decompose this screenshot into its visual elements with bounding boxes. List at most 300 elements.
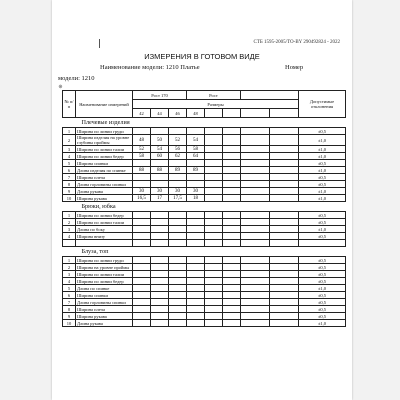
measurement-value [205,174,223,181]
row-number: 3 [63,271,76,278]
measurement-row [63,195,346,202]
measurement-value [223,285,241,292]
measurement-row [63,285,346,292]
measurement-row [63,128,346,135]
measurement-row [63,135,346,146]
measurement-value [205,285,223,292]
measurement-value-extra [241,285,270,292]
tolerance: ±1,0 [299,188,346,195]
measurement-name: Ширина по линии бедер [76,278,133,285]
measurement-value [223,292,241,299]
measurement-value [187,271,205,278]
measurement-value [205,306,223,313]
measurement-value-extra [241,306,270,313]
measurement-value [133,181,151,188]
measurement-value [151,313,169,320]
size-cell: 44 [151,109,169,118]
measurement-value [133,285,151,292]
measurement-row [63,271,346,278]
document-page [52,0,352,400]
row-number: 3 [63,226,76,233]
tolerance: ±0,5 [299,278,346,285]
measurement-value: 30 [187,188,205,195]
measurement-name: Ширина плеча [76,306,133,313]
measurement-row [63,226,346,233]
row-number: 1 [63,212,76,219]
measurement-name: Ширина по линии бедер [76,153,133,160]
measurement-value [151,174,169,181]
measurement-value: 52 [133,146,151,153]
measurement-name: Ширина изделия на уровне глубины проймы [76,135,133,146]
measurement-value-extra [241,160,270,167]
measurement-row [63,174,346,181]
text-cursor-mark [99,39,100,48]
measurement-value [151,181,169,188]
measurement-value [151,233,169,240]
measurement-value [169,264,187,271]
measurement-name: Ширина рукава [76,195,133,202]
measurement-value-extra [270,146,299,153]
measurement-row [63,320,346,327]
measurement-value-extra [241,292,270,299]
row-number: 7 [63,299,76,306]
measurement-value [151,257,169,264]
measurement-value-extra [241,212,270,219]
row-number: 10 [63,320,76,327]
measurement-value-extra [241,240,270,247]
measurement-value [151,226,169,233]
row-number: 4 [63,153,76,160]
measurement-value [133,160,151,167]
measurement-row [63,181,346,188]
measurement-name: Ширина внизу [76,233,133,240]
measurement-value [187,320,205,327]
measurement-value [133,292,151,299]
measurement-value [169,160,187,167]
measurement-value [133,257,151,264]
measurement-value [169,257,187,264]
tolerance: ±0,5 [299,271,346,278]
row-number: 6 [63,292,76,299]
measurement-name: Длина по спинке [76,285,133,292]
measurement-value [205,195,223,202]
measurement-row [63,188,346,195]
measurement-value [223,160,241,167]
measurement-value [133,226,151,233]
model-number: модели: 1210 [58,75,95,82]
measurement-value [223,306,241,313]
measurement-name: Ширина по линии груди [76,257,133,264]
measurement-name: Ширина по линии бедер [76,212,133,219]
tolerance: ±1,0 [299,195,346,202]
measurement-value [169,306,187,313]
measurement-value [169,271,187,278]
measurement-value: 48 [133,135,151,146]
measurement-value [169,233,187,240]
measurement-value-extra [241,174,270,181]
measurement-value [187,240,205,247]
row-number: 4 [63,233,76,240]
measurement-row [63,306,346,313]
measurement-name: Ширина спинки [76,160,133,167]
measurement-value [205,257,223,264]
measurement-value [205,313,223,320]
measurement-row [63,219,346,226]
measurement-value [223,188,241,195]
measurement-value [133,128,151,135]
measurement-value: 18 [187,195,205,202]
measurement-value: 17 [151,195,169,202]
section-title: Плечевые изделия [76,118,346,128]
measurement-value-extra [270,188,299,195]
measurement-value [187,219,205,226]
measurement-value [223,146,241,153]
measurement-value: 58 [133,153,151,160]
measurement-value [151,278,169,285]
model-name: Наименование модели: 1210 Платье [100,64,200,71]
measurement-value: 50 [151,135,169,146]
measurement-value: 88 [151,167,169,174]
row-number: 9 [63,313,76,320]
row-number: 9 [63,188,76,195]
measurement-value [205,167,223,174]
measurement-value [205,219,223,226]
measurement-value: 52 [169,135,187,146]
size-cell-extra [270,109,299,118]
measurement-value [187,128,205,135]
measurement-value [223,313,241,320]
measurement-value-extra [270,278,299,285]
measurement-value [187,299,205,306]
size-cell [223,109,241,118]
tolerance: ±0,5 [299,181,346,188]
measurement-value-extra [270,306,299,313]
measurement-name: Ширина плеча [76,174,133,181]
row-number: 6 [63,167,76,174]
measurement-value-extra [270,174,299,181]
measurement-name: Длина горловины спинки [76,181,133,188]
measurement-value [187,174,205,181]
measurement-name: Ширина по линии талии [76,219,133,226]
measurement-name: Ширина по линии талии [76,271,133,278]
measurement-value [169,299,187,306]
measurement-value-extra [241,320,270,327]
section-spacer [63,118,76,128]
header-tolerance: Допустимые отклонения [299,91,346,118]
measurement-value-extra [241,195,270,202]
measurement-name: Длина горловины спинки [76,299,133,306]
measurement-row [63,292,346,299]
measurement-value [169,240,187,247]
measurement-value-extra [270,135,299,146]
measurement-value-extra [270,226,299,233]
section-header-row [63,118,346,128]
measurement-value [205,226,223,233]
measurement-value [223,226,241,233]
measurement-value [169,292,187,299]
measurement-value: 89 [169,167,187,174]
measurement-value [205,320,223,327]
measurements-table [62,90,346,327]
row-number: 1 [63,128,76,135]
tolerance: ±1,0 [299,320,346,327]
measurement-value [151,271,169,278]
row-number: 4 [63,278,76,285]
measurement-value-extra [270,181,299,188]
measurement-value [205,135,223,146]
measurement-value [151,306,169,313]
tolerance: ±1,0 [299,285,346,292]
measurement-value [169,320,187,327]
measurement-value-extra [241,219,270,226]
measurement-value: 54 [187,135,205,146]
measurement-value [151,212,169,219]
measurement-row [63,257,346,264]
measurement-value [223,128,241,135]
size-cell: 46 [169,109,187,118]
measurement-value [205,146,223,153]
measurement-value [223,240,241,247]
measurement-name: Ширина на уровне проймы [76,264,133,271]
size-cell-extra [241,109,270,118]
measurement-value [223,320,241,327]
measurement-value [151,240,169,247]
section-title: Брюки, юбка [76,202,346,212]
measurement-value [223,135,241,146]
measurement-value [169,181,187,188]
measurement-value [151,128,169,135]
row-number: 5 [63,160,76,167]
measurement-value-extra [270,264,299,271]
measurement-value [205,153,223,160]
measurement-value [169,285,187,292]
tolerance: ±0,5 [299,212,346,219]
row-number: 8 [63,181,76,188]
measurement-value [133,320,151,327]
measurement-value [223,181,241,188]
header-blank [241,91,299,100]
measurement-value [169,128,187,135]
measurement-value-extra [270,292,299,299]
measurement-value-extra [270,212,299,219]
tolerance: ±0,5 [299,292,346,299]
measurement-value-extra [241,233,270,240]
measurement-value [187,233,205,240]
measurement-value [169,219,187,226]
measurement-value-extra [241,278,270,285]
measurement-value-extra [270,320,299,327]
measurement-name: Ширина по линии талии [76,146,133,153]
section-title: Блуза, топ [76,247,346,257]
measurement-value [169,174,187,181]
measurement-value: 30 [133,188,151,195]
measurement-value-extra [270,299,299,306]
measurement-value [223,219,241,226]
measurement-value [151,264,169,271]
section-spacer [63,202,76,212]
measurement-value [187,292,205,299]
measurement-name [76,240,133,247]
size-cell: 48 [187,109,205,118]
measurement-value: 62 [169,153,187,160]
measurement-value [133,264,151,271]
measurement-value [169,313,187,320]
measurement-value-extra [241,128,270,135]
measurement-value-extra [241,264,270,271]
header-height-170: Рост 170 [133,91,187,100]
measurement-value [205,240,223,247]
measurement-value [187,160,205,167]
tolerance: ±0,5 [299,313,346,320]
measurement-value-extra [270,285,299,292]
measurement-value [223,264,241,271]
measurement-value [187,212,205,219]
measurement-name: Ширина по линии груди [76,128,133,135]
measurement-value [187,278,205,285]
measurement-row [63,160,346,167]
size-cell [205,109,223,118]
measurement-value-extra [241,226,270,233]
measurement-value [133,299,151,306]
measurement-row [63,278,346,285]
measurement-value [187,306,205,313]
measurement-row [63,233,346,240]
tolerance: ±0,5 [299,306,346,313]
measurement-value-extra [241,271,270,278]
tolerance: ±1,0 [299,153,346,160]
row-number: 2 [63,219,76,226]
measurement-value [187,313,205,320]
measurement-value [169,278,187,285]
document-title: ИЗМЕРЕНИЯ В ГОТОВОМ ВИДЕ [144,52,260,61]
row-number: 1 [63,257,76,264]
row-number [63,240,76,247]
standard-code: СТБ 1595-2005/ТО-BY 290492824 - 2022 [253,40,340,45]
measurement-row [63,299,346,306]
measurement-value [205,292,223,299]
measurement-name: Длина рукава [76,188,133,195]
measurement-value [133,219,151,226]
measurement-value [205,212,223,219]
measurement-value [223,153,241,160]
measurement-value [151,320,169,327]
row-number: 3 [63,146,76,153]
measurement-value [205,160,223,167]
measurement-value-extra [241,146,270,153]
measurement-row [63,313,346,320]
measurement-value [169,212,187,219]
tolerance: ±0,5 [299,299,346,306]
measurement-name: Ширина рукава [76,313,133,320]
tolerance: ±1,0 [299,146,346,153]
measurement-value [223,195,241,202]
measurement-value [187,257,205,264]
measurement-value [133,278,151,285]
measurement-value [205,128,223,135]
measurement-value-extra [241,153,270,160]
tolerance: ±1,0 [299,135,346,146]
measurement-value: 56 [169,146,187,153]
measurement-value [187,226,205,233]
measurement-value-extra [270,219,299,226]
measurement-value: 58 [187,146,205,153]
measurement-value: 88 [133,167,151,174]
measurement-value [169,226,187,233]
measurement-name: Длина по боку [76,226,133,233]
measurement-value [205,181,223,188]
tolerance: ±1,0 [299,226,346,233]
measurement-value-extra [241,181,270,188]
header-number: № п/п [63,91,76,118]
row-number: 5 [63,285,76,292]
measurement-row [63,167,346,174]
measurement-row [63,153,346,160]
measurement-value-extra [241,167,270,174]
measurement-value-extra [241,313,270,320]
measurement-value [151,292,169,299]
measurement-value [133,271,151,278]
measurement-value [205,264,223,271]
measurement-value [223,271,241,278]
tolerance [299,240,346,247]
measurement-value [151,299,169,306]
measurement-value-extra [270,271,299,278]
measurement-value: 30 [169,188,187,195]
tolerance: ±0,5 [299,128,346,135]
measurement-value [187,264,205,271]
tolerance: ±0,5 [299,219,346,226]
measurement-value [223,212,241,219]
measurement-value [223,167,241,174]
measurement-value [133,240,151,247]
measurement-value [223,257,241,264]
table-header-row-1 [63,91,346,100]
measurement-value-extra [270,153,299,160]
measurement-value-extra [241,299,270,306]
measurement-value-extra [270,240,299,247]
measurement-value [151,285,169,292]
tolerance: ±0,5 [299,174,346,181]
section-header-row [63,247,346,257]
header-name: Наименование измерений [76,91,133,118]
measurement-row [63,240,346,247]
row-number: 2 [63,264,76,271]
measurement-value-extra [241,135,270,146]
table-move-handle-icon[interactable]: ⊕ [58,85,63,90]
measurement-value: 64 [187,153,205,160]
row-number: 8 [63,306,76,313]
measurement-value: 54 [151,146,169,153]
measurement-value [223,233,241,240]
measurement-value [205,271,223,278]
measurement-name: Ширина спинки [76,292,133,299]
measurement-value-extra [270,195,299,202]
measurement-value: 89 [187,167,205,174]
measurement-value [187,181,205,188]
measurement-value [133,233,151,240]
measurement-value-extra [270,128,299,135]
measurement-value [205,299,223,306]
tolerance: ±0,5 [299,233,346,240]
measurement-value-extra [270,313,299,320]
header-height-2: Рост [187,91,241,100]
size-cell: 42 [133,109,151,118]
measurement-value [205,278,223,285]
measurement-value-extra [241,257,270,264]
measurement-value-extra [270,167,299,174]
tolerance: ±0,5 [299,264,346,271]
measurement-value-extra [270,233,299,240]
